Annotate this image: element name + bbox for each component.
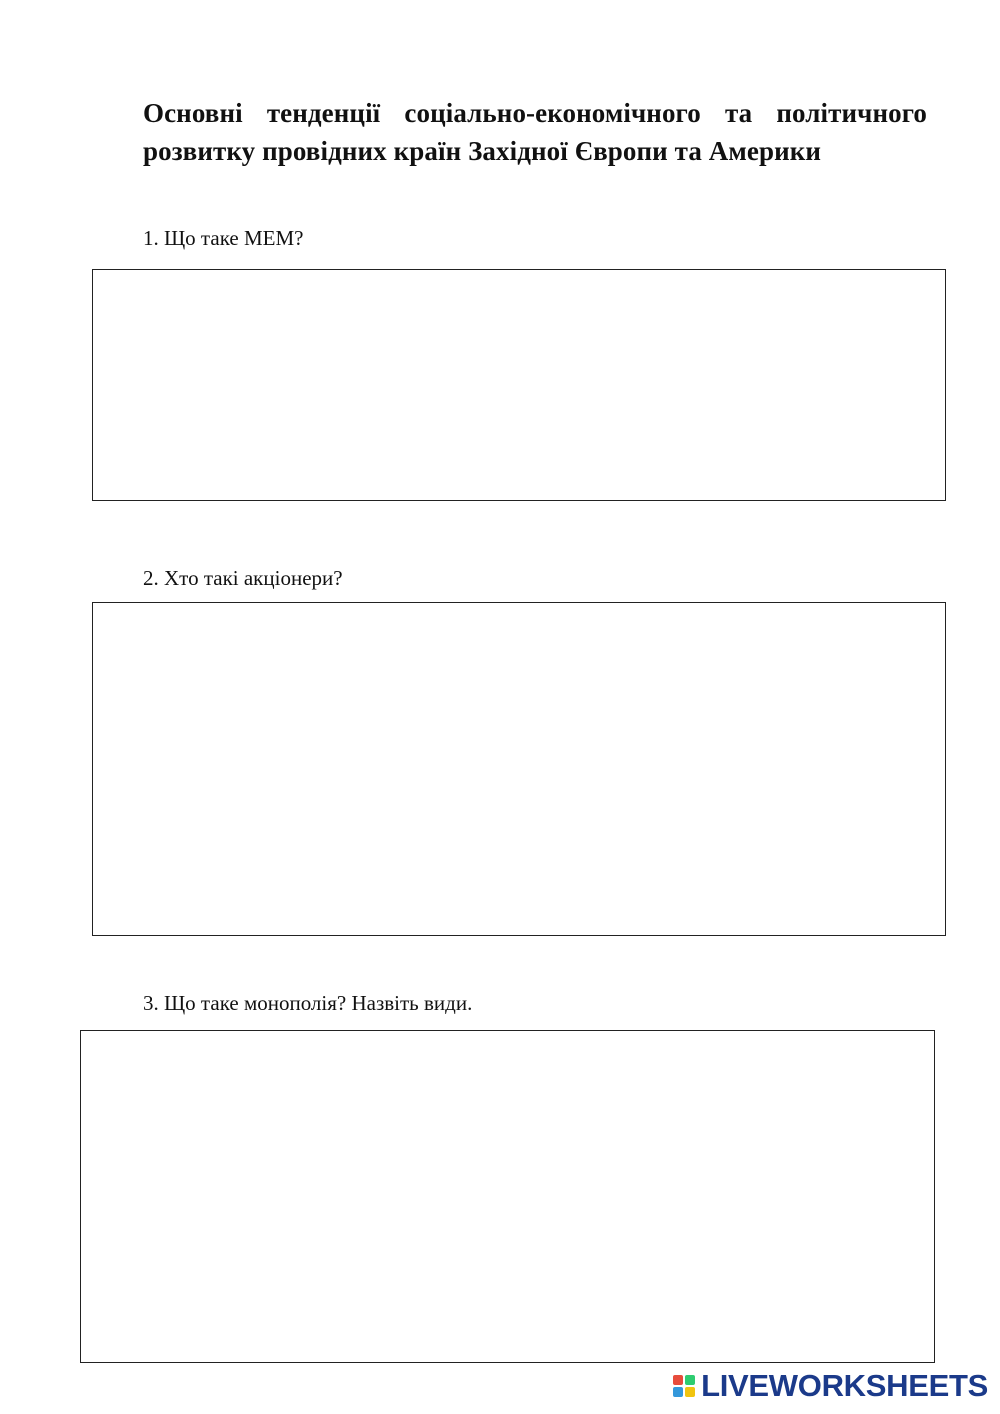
liveworksheets-logo-icon: [673, 1375, 695, 1397]
answer-box-1[interactable]: [92, 269, 946, 501]
question-3: 3. Що таке монополія? Назвіть види.: [143, 991, 473, 1015]
logo-square-2: [685, 1375, 695, 1385]
logo-square-3: [673, 1387, 683, 1397]
question-1: 1. Що таке МЕМ?: [143, 226, 304, 250]
worksheet-title: Основні тенденції соціально-економічного та політичного розвитку провідних країн Західної Європи та Америки: [143, 98, 927, 166]
answer-box-2[interactable]: [92, 602, 946, 936]
question-2: 2. Хто такі акціонери?: [143, 566, 343, 590]
logo-square-4: [685, 1387, 695, 1397]
answer-box-3[interactable]: [80, 1030, 935, 1363]
logo-square-1: [673, 1375, 683, 1385]
brand-name: LIVEWORKSHEETS: [701, 1368, 988, 1403]
liveworksheets-brand: [673, 1368, 988, 1404]
